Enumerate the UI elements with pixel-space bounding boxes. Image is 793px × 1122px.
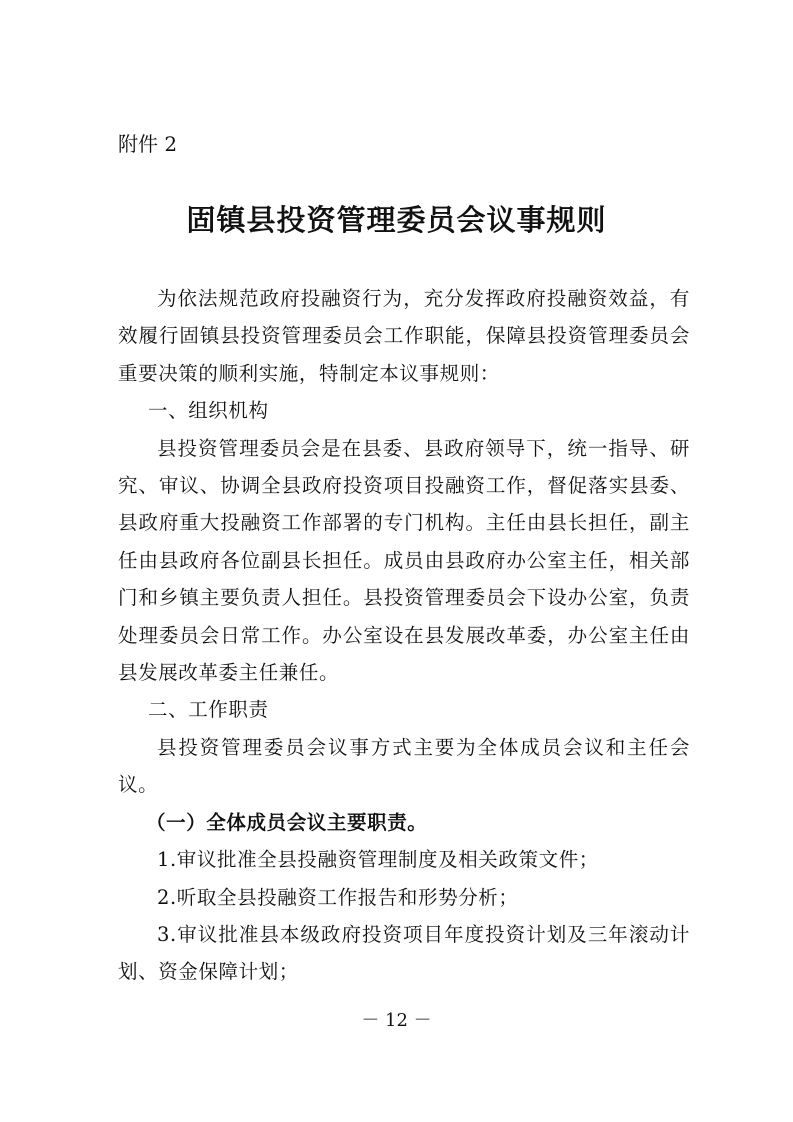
section-heading-organization: 一、组织机构 [148,399,269,423]
section-heading-duties: 二、工作职责 [148,698,269,722]
document-title: 固镇县投资管理委员会议事规则 [186,203,607,237]
duties-paragraph: 县投资管理委员会议事方式主要为全体成员会议和主任会议。 [118,735,690,797]
list-item: 2.听取全县投融资工作报告和形势分析； [157,885,519,909]
organization-paragraph: 县投资管理委员会是在县委、县政府领导下，统一指导、研究、审议、协调全县政府投资项目投融资工作，督促落实县委、县政府重大投融资工作部署的专门机构。主任由县长担任，副主任由县政府各位副县长担任。成员由县政府办公室主任，相关部门和乡镇主要负责人担任。县投资管理委员会下设办公室，负责处理委员会日常工作。办公室设在县发展改革委，办公室主任由县发展改革委主任兼任。 [118,436,690,685]
intro-paragraph: 为依法规范政府投融资行为，充分发挥政府投融资效益，有效履行固镇县投资管理委员会工作职能，保障县投资管理委员会重要决策的顺利实施，特制定本议事规则： [118,287,690,385]
attachment-label: 附件 2 [118,132,178,156]
list-item: 3.审议批准县本级政府投资项目年度投资计划及三年滚动计划、资金保障计划； [118,922,690,984]
list-item: 1.审议批准全县投融资管理制度及相关政策文件； [157,848,599,872]
document-body [118,280,690,991]
subsection-heading-plenary: （一）全体成员会议主要职责。 [146,810,428,834]
page-number: － 12 － [361,1010,432,1031]
